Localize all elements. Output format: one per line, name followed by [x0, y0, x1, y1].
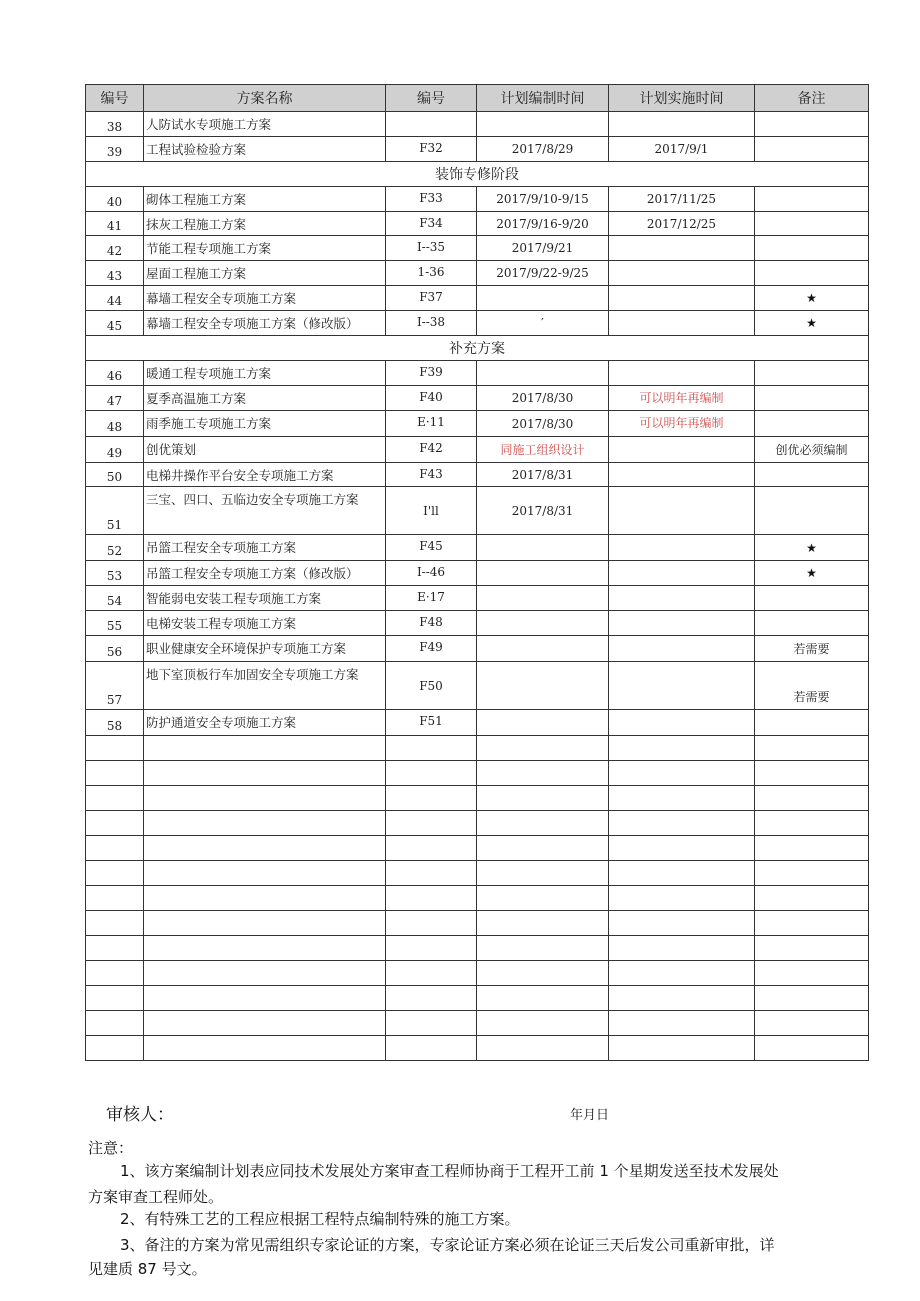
row-plan-name: 三宝、四口、五临边安全专项施工方案	[144, 487, 386, 535]
row-plan-time: 2017/9/10-9/15	[477, 187, 609, 212]
empty-cell	[144, 961, 386, 986]
row-no: 57	[86, 662, 144, 710]
empty-cell	[477, 786, 609, 811]
empty-cell	[755, 811, 869, 836]
row-plan-time	[477, 636, 609, 662]
empty-cell	[144, 761, 386, 786]
empty-row	[86, 936, 869, 961]
table-row	[86, 386, 869, 411]
table-row	[86, 311, 869, 336]
row-code: F37	[386, 286, 477, 311]
header-impl-time: 计划实施时间	[609, 85, 755, 112]
row-remarks	[755, 487, 869, 535]
empty-row	[86, 961, 869, 986]
row-impl-time: 2017/9/1	[609, 137, 755, 162]
empty-row	[86, 836, 869, 861]
row-remarks	[755, 212, 869, 236]
row-plan-name: 防护通道安全专项施工方案	[144, 710, 386, 736]
row-no: 45	[86, 311, 144, 336]
row-no: 48	[86, 411, 144, 437]
table-row	[86, 487, 869, 535]
section-title: 补充方案	[86, 336, 869, 361]
empty-cell	[86, 761, 144, 786]
row-plan-name: 地下室顶板行车加固安全专项施工方案	[144, 662, 386, 710]
empty-cell	[386, 786, 477, 811]
empty-cell	[144, 986, 386, 1011]
empty-cell	[86, 911, 144, 936]
row-no: 46	[86, 361, 144, 386]
empty-cell	[144, 911, 386, 936]
table-row	[86, 112, 869, 137]
empty-row	[86, 736, 869, 761]
row-impl-time	[609, 487, 755, 535]
row-plan-name: 夏季高温施工方案	[144, 386, 386, 411]
table-row	[86, 212, 869, 236]
empty-cell	[609, 961, 755, 986]
table-row	[86, 236, 869, 261]
row-code: F43	[386, 463, 477, 487]
row-plan-time: 2017/9/21	[477, 236, 609, 261]
empty-row	[86, 811, 869, 836]
empty-cell	[86, 861, 144, 886]
empty-row	[86, 1011, 869, 1036]
row-plan-name: 幕墙工程安全专项施工方案（修改版）	[144, 311, 386, 336]
row-no: 39	[86, 137, 144, 162]
empty-cell	[609, 1011, 755, 1036]
construction-plan-table	[85, 84, 869, 1061]
row-plan-time	[477, 535, 609, 561]
row-no: 41	[86, 212, 144, 236]
section-row	[86, 162, 869, 187]
row-code: I--46	[386, 561, 477, 586]
row-code: F51	[386, 710, 477, 736]
row-plan-time	[477, 112, 609, 137]
empty-cell	[609, 886, 755, 911]
empty-cell	[477, 861, 609, 886]
row-code: I--35	[386, 236, 477, 261]
empty-cell	[144, 811, 386, 836]
row-plan-name: 吊篮工程安全专项施工方案	[144, 535, 386, 561]
row-plan-name: 电梯安装工程专项施工方案	[144, 611, 386, 636]
empty-cell	[477, 736, 609, 761]
empty-cell	[386, 736, 477, 761]
empty-cell	[386, 1011, 477, 1036]
empty-cell	[86, 986, 144, 1011]
row-remarks: 创优必须编制	[755, 437, 869, 463]
row-impl-time	[609, 561, 755, 586]
row-no: 44	[86, 286, 144, 311]
row-impl-time	[609, 361, 755, 386]
empty-cell	[144, 1011, 386, 1036]
table-row	[86, 286, 869, 311]
row-plan-name: 工程试验检验方案	[144, 137, 386, 162]
empty-row	[86, 911, 869, 936]
empty-cell	[86, 1036, 144, 1061]
empty-cell	[609, 861, 755, 886]
star-icon: ★	[755, 286, 869, 311]
row-plan-time: 2017/9/22-9/25	[477, 261, 609, 286]
empty-cell	[477, 811, 609, 836]
note-1-line-2: 方案审查工程师处。	[88, 1188, 224, 1206]
row-remarks: 若需要	[755, 662, 869, 710]
empty-cell	[386, 836, 477, 861]
reviewer-label: 审核人：	[106, 1105, 174, 1125]
empty-cell	[609, 1036, 755, 1061]
table-body	[86, 112, 869, 1061]
row-impl-time	[609, 236, 755, 261]
empty-row	[86, 986, 869, 1011]
row-impl-time	[609, 437, 755, 463]
row-impl-time	[609, 261, 755, 286]
row-no: 54	[86, 586, 144, 611]
row-impl-time	[609, 586, 755, 611]
row-plan-name: 吊篮工程安全专项施工方案（修改版）	[144, 561, 386, 586]
row-plan-name: 砌体工程施工方案	[144, 187, 386, 212]
empty-cell	[144, 936, 386, 961]
empty-cell	[755, 786, 869, 811]
row-code: F45	[386, 535, 477, 561]
row-plan-name: 抹灰工程施工方案	[144, 212, 386, 236]
row-code: F32	[386, 137, 477, 162]
table-row	[86, 611, 869, 636]
row-plan-time: ′	[477, 311, 609, 336]
empty-cell	[477, 836, 609, 861]
row-code: F34	[386, 212, 477, 236]
row-impl-time: 可以明年再编制	[609, 386, 755, 411]
row-remarks	[755, 236, 869, 261]
empty-cell	[477, 886, 609, 911]
row-plan-time	[477, 361, 609, 386]
row-code	[386, 112, 477, 137]
empty-cell	[755, 911, 869, 936]
row-plan-time: 2017/8/31	[477, 487, 609, 535]
row-plan-name: 雨季施工专项施工方案	[144, 411, 386, 437]
empty-cell	[386, 811, 477, 836]
row-impl-time	[609, 311, 755, 336]
row-plan-time	[477, 710, 609, 736]
star-icon: ★	[755, 561, 869, 586]
row-plan-time: 2017/8/30	[477, 386, 609, 411]
empty-cell	[755, 1011, 869, 1036]
table-row	[86, 361, 869, 386]
table-row	[86, 411, 869, 437]
row-plan-time	[477, 561, 609, 586]
table-header-row	[86, 85, 869, 112]
empty-cell	[609, 761, 755, 786]
empty-cell	[144, 786, 386, 811]
row-code: F42	[386, 437, 477, 463]
empty-cell	[477, 1011, 609, 1036]
empty-cell	[86, 936, 144, 961]
row-code: F40	[386, 386, 477, 411]
empty-cell	[755, 861, 869, 886]
row-no: 49	[86, 437, 144, 463]
row-code: F49	[386, 636, 477, 662]
star-icon: ★	[755, 311, 869, 336]
empty-cell	[144, 861, 386, 886]
empty-cell	[609, 736, 755, 761]
section-title: 装饰专修阶段	[86, 162, 869, 187]
row-impl-time	[609, 535, 755, 561]
row-code: E·17	[386, 586, 477, 611]
empty-cell	[86, 736, 144, 761]
empty-cell	[386, 861, 477, 886]
empty-cell	[755, 761, 869, 786]
row-plan-time	[477, 286, 609, 311]
row-code: E·11	[386, 411, 477, 437]
row-code: I'll	[386, 487, 477, 535]
table-row	[86, 636, 869, 662]
row-plan-time: 2017/9/16-9/20	[477, 212, 609, 236]
row-plan-name: 暖通工程专项施工方案	[144, 361, 386, 386]
empty-cell	[755, 836, 869, 861]
empty-cell	[609, 911, 755, 936]
empty-cell	[609, 786, 755, 811]
empty-cell	[755, 886, 869, 911]
row-remarks	[755, 463, 869, 487]
row-remarks	[755, 112, 869, 137]
row-remarks	[755, 187, 869, 212]
row-plan-name: 人防试水专项施工方案	[144, 112, 386, 137]
empty-cell	[477, 961, 609, 986]
row-no: 55	[86, 611, 144, 636]
row-impl-time: 2017/11/25	[609, 187, 755, 212]
row-impl-time	[609, 636, 755, 662]
empty-row	[86, 1036, 869, 1061]
note-1-line-1: 1、该方案编制计划表应同技术发展处方案审查工程师协商于工程开工前 1 个星期发送至技术发展处	[120, 1162, 779, 1180]
empty-cell	[86, 836, 144, 861]
empty-row	[86, 786, 869, 811]
empty-cell	[477, 911, 609, 936]
row-no: 38	[86, 112, 144, 137]
header-plan-time: 计划编制时间	[477, 85, 609, 112]
star-icon: ★	[755, 535, 869, 561]
empty-cell	[386, 886, 477, 911]
row-impl-time	[609, 112, 755, 137]
note-2: 2、有特殊工艺的工程应根据工程特点编制特殊的施工方案。	[120, 1210, 520, 1228]
table-row	[86, 710, 869, 736]
row-remarks: 若需要	[755, 636, 869, 662]
row-plan-name: 屋面工程施工方案	[144, 261, 386, 286]
table-row	[86, 662, 869, 710]
empty-cell	[144, 1036, 386, 1061]
row-code: 1-36	[386, 261, 477, 286]
empty-cell	[86, 786, 144, 811]
empty-cell	[755, 1036, 869, 1061]
empty-row	[86, 886, 869, 911]
row-impl-time	[609, 662, 755, 710]
row-code: F33	[386, 187, 477, 212]
empty-cell	[755, 736, 869, 761]
header-plan-name: 方案名称	[144, 85, 386, 112]
row-no: 51	[86, 487, 144, 535]
empty-cell	[609, 936, 755, 961]
row-plan-name: 智能弱电安装工程专项施工方案	[144, 586, 386, 611]
empty-cell	[609, 836, 755, 861]
row-remarks	[755, 611, 869, 636]
empty-cell	[386, 761, 477, 786]
header-code: 编号	[386, 85, 477, 112]
empty-cell	[386, 911, 477, 936]
row-plan-time	[477, 611, 609, 636]
empty-cell	[144, 836, 386, 861]
row-plan-time: 2017/8/31	[477, 463, 609, 487]
row-no: 58	[86, 710, 144, 736]
empty-cell	[86, 1011, 144, 1036]
header-no: 编号	[86, 85, 144, 112]
header-remarks: 备注	[755, 85, 869, 112]
row-remarks	[755, 137, 869, 162]
row-plan-name: 职业健康安全环境保护专项施工方案	[144, 636, 386, 662]
row-no: 50	[86, 463, 144, 487]
row-code: F39	[386, 361, 477, 386]
empty-cell	[144, 736, 386, 761]
empty-cell	[477, 1036, 609, 1061]
row-remarks	[755, 586, 869, 611]
row-plan-time	[477, 586, 609, 611]
table-row	[86, 535, 869, 561]
empty-cell	[86, 811, 144, 836]
table-row	[86, 586, 869, 611]
note-3-line-1: 3、备注的方案为常见需组织专家论证的方案，专家论证方案必须在论证三天后发公司重新审批，详	[120, 1236, 775, 1254]
empty-cell	[477, 936, 609, 961]
row-remarks	[755, 361, 869, 386]
table-row	[86, 561, 869, 586]
table-row	[86, 463, 869, 487]
empty-row	[86, 761, 869, 786]
row-no: 43	[86, 261, 144, 286]
table-row	[86, 187, 869, 212]
row-remarks	[755, 710, 869, 736]
empty-cell	[755, 961, 869, 986]
row-plan-name: 节能工程专项施工方案	[144, 236, 386, 261]
section-row	[86, 336, 869, 361]
row-remarks	[755, 386, 869, 411]
row-plan-time	[477, 662, 609, 710]
empty-cell	[609, 811, 755, 836]
row-plan-name: 创优策划	[144, 437, 386, 463]
note-3-line-2: 见建质 87 号文。	[88, 1260, 207, 1278]
row-plan-time: 2017/8/29	[477, 137, 609, 162]
date-label: 年月日	[570, 1108, 610, 1123]
row-plan-name: 电梯井操作平台安全专项施工方案	[144, 463, 386, 487]
row-impl-time	[609, 286, 755, 311]
empty-cell	[86, 961, 144, 986]
row-impl-time	[609, 611, 755, 636]
row-code: F50	[386, 662, 477, 710]
row-no: 56	[86, 636, 144, 662]
row-remarks	[755, 261, 869, 286]
row-plan-time: 同施工组织设计	[477, 437, 609, 463]
notes-title: 注意：	[88, 1139, 134, 1157]
table-row	[86, 437, 869, 463]
row-code: I--38	[386, 311, 477, 336]
empty-cell	[755, 986, 869, 1011]
empty-cell	[386, 936, 477, 961]
empty-cell	[755, 936, 869, 961]
empty-cell	[86, 886, 144, 911]
row-remarks	[755, 411, 869, 437]
empty-cell	[477, 986, 609, 1011]
row-no: 42	[86, 236, 144, 261]
row-no: 40	[86, 187, 144, 212]
table-row	[86, 137, 869, 162]
empty-cell	[386, 961, 477, 986]
row-impl-time	[609, 463, 755, 487]
row-impl-time	[609, 710, 755, 736]
row-impl-time: 可以明年再编制	[609, 411, 755, 437]
row-code: F48	[386, 611, 477, 636]
table-row	[86, 261, 869, 286]
empty-cell	[386, 986, 477, 1011]
empty-cell	[386, 1036, 477, 1061]
empty-row	[86, 861, 869, 886]
empty-cell	[477, 761, 609, 786]
row-no: 52	[86, 535, 144, 561]
empty-cell	[609, 986, 755, 1011]
row-impl-time: 2017/12/25	[609, 212, 755, 236]
empty-cell	[144, 886, 386, 911]
row-plan-name: 幕墙工程安全专项施工方案	[144, 286, 386, 311]
row-no: 53	[86, 561, 144, 586]
row-no: 47	[86, 386, 144, 411]
row-plan-time: 2017/8/30	[477, 411, 609, 437]
